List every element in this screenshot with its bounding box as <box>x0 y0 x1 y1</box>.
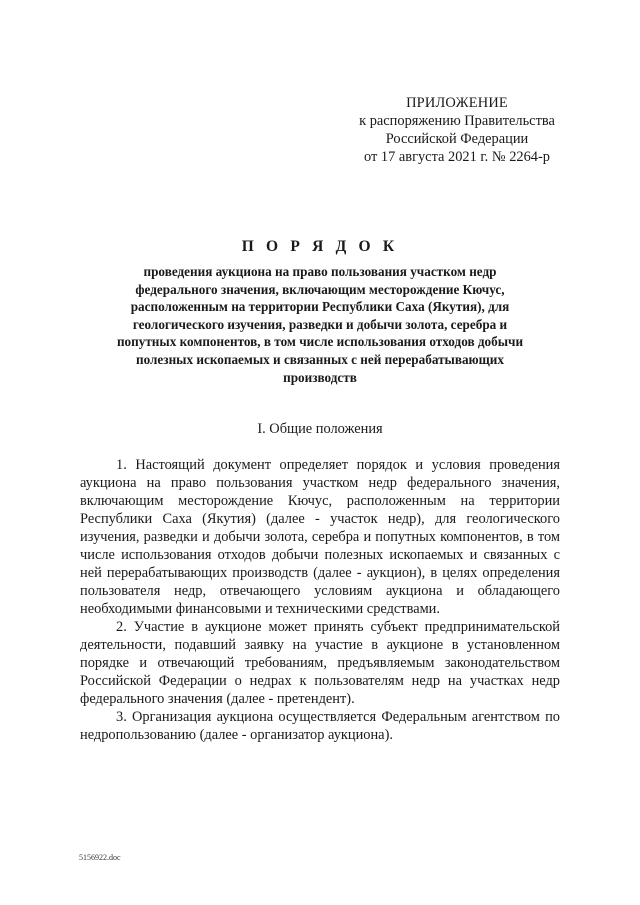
appendix-line-federation: Российской Федерации <box>385 131 529 147</box>
paragraph-2: 2. Участие в аукционе может принять субъект предпринимательской деятельности, подавший заявку на участие в аукционе в установленном порядке и отвечающий требованиям, предъявляемым законодательством Российской Федерации о недрах к пользователям недр на участках недр федерального значения (далее - претендент). <box>80 619 560 707</box>
subtitle-line: попутных компонентов, в том числе использования отходов добычи <box>116 334 524 350</box>
appendix-line-date-number: от 17 августа 2021 г. № 2264-р <box>364 149 550 165</box>
subtitle-line: федерального значения, включающим месторождение Кючус, <box>135 281 505 297</box>
appendix-line-decree: к распоряжению Правительства <box>359 113 555 129</box>
subtitle-line: производств <box>283 369 357 385</box>
footer-doc-name: 5156922.doc <box>79 853 121 862</box>
subtitle-line: полезных ископаемых и связанных с ней перерабатывающих <box>136 351 504 367</box>
document-subtitle <box>96 263 544 386</box>
paragraph-3: 3. Организация аукциона осуществляется Федеральным агентством по недропользованию (далее - организатор аукциона). <box>80 709 560 743</box>
appendix-header <box>336 94 578 166</box>
subtitle-line: проведения аукциона на право пользования участком недр <box>143 264 497 279</box>
paragraph-1: 1. Настоящий документ определяет порядок и условия проведения аукциона на право пользования участком недр федерального значения, включающим месторождение Кючус, расположенным на территории Республики Саха (Якутия) (далее - участок недр), для геологического изучения, разведки и добычи золота, серебра и попутных компонентов, в том числе использования отходов добычи полезных ископаемых и связанных с ней перерабатывающих производств (далее - аукцион), в целях определения пользователя недр, отвечающего условиям аукциона и обладающего необходимыми финансовыми и техническими средствами. <box>80 457 560 617</box>
subtitle-line: расположенным на территории Республики Саха (Якутия), для <box>130 299 510 315</box>
section-heading: I. Общие положения <box>257 421 383 437</box>
document-body <box>80 456 560 744</box>
appendix-title: ПРИЛОЖЕНИЕ <box>406 95 508 111</box>
subtitle-line: геологического изучения, разведки и добычи золота, серебра и <box>132 316 508 332</box>
document-title: П О Р Я Д О К <box>241 238 399 255</box>
